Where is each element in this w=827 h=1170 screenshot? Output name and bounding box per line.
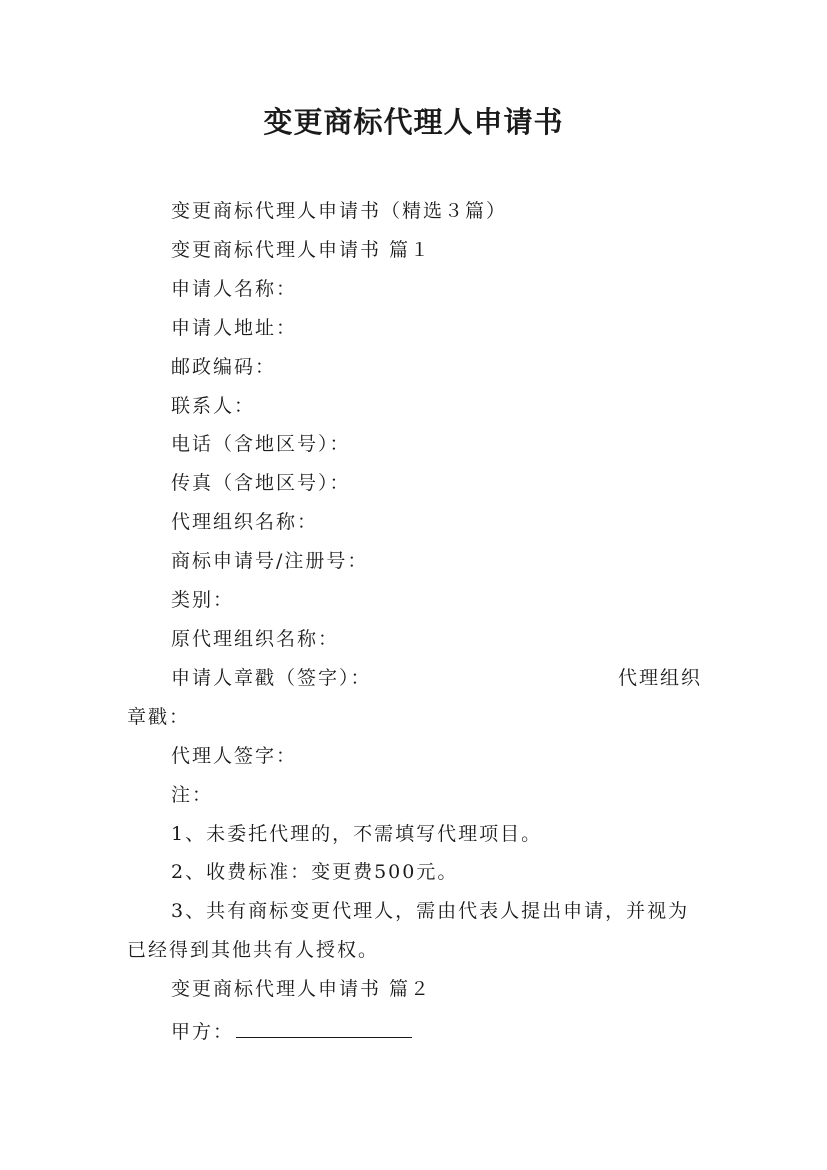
field-agency-name: 代理组织名称： bbox=[171, 511, 319, 534]
note-item: 2、收费标准：变更费500元。 bbox=[171, 861, 459, 884]
agency-seal-label: 代理组织 bbox=[617, 666, 702, 689]
field-postal-code: 邮政编码： bbox=[171, 355, 277, 378]
intro-line: 变更商标代理人申请书（精选３篇） bbox=[171, 200, 508, 222]
applicant-seal-label: 申请人章戳（签字）： bbox=[171, 666, 372, 689]
party-a-blank bbox=[236, 1009, 412, 1038]
party-a-label: 甲方： bbox=[171, 1021, 235, 1044]
field-original-agency: 原代理组织名称： bbox=[171, 627, 340, 650]
field-phone: 电话（含地区号）： bbox=[171, 433, 351, 456]
note-item: 1、未委托代理的，不需填写代理项目。 bbox=[171, 822, 543, 845]
field-category: 类别： bbox=[171, 589, 235, 612]
field-tm-number: 商标申请号/注册号： bbox=[171, 550, 369, 573]
field-contact: 联系人： bbox=[171, 394, 256, 417]
note-item: 3、共有商标变更代理人，需由代表人提出申请，并视为已经得到其他共有人授权。 bbox=[127, 900, 690, 962]
field-applicant-address: 申请人地址： bbox=[171, 316, 298, 339]
party-a-line bbox=[127, 1009, 702, 1052]
document-body bbox=[127, 192, 702, 1052]
agent-signature-label: 代理人签字： bbox=[171, 744, 298, 767]
seal-line bbox=[127, 659, 702, 698]
section-2-heading: 变更商标代理人申请书 篇２ bbox=[171, 978, 432, 1001]
notes-heading: 注： bbox=[171, 783, 214, 806]
agency-seal-continuation: 章戳： bbox=[127, 705, 191, 728]
field-fax: 传真（含地区号）： bbox=[171, 472, 351, 495]
field-applicant-name: 申请人名称： bbox=[171, 277, 298, 300]
section-1-heading: 变更商标代理人申请书 篇１ bbox=[171, 238, 432, 261]
document-title: 变更商标代理人申请书 bbox=[263, 105, 564, 139]
